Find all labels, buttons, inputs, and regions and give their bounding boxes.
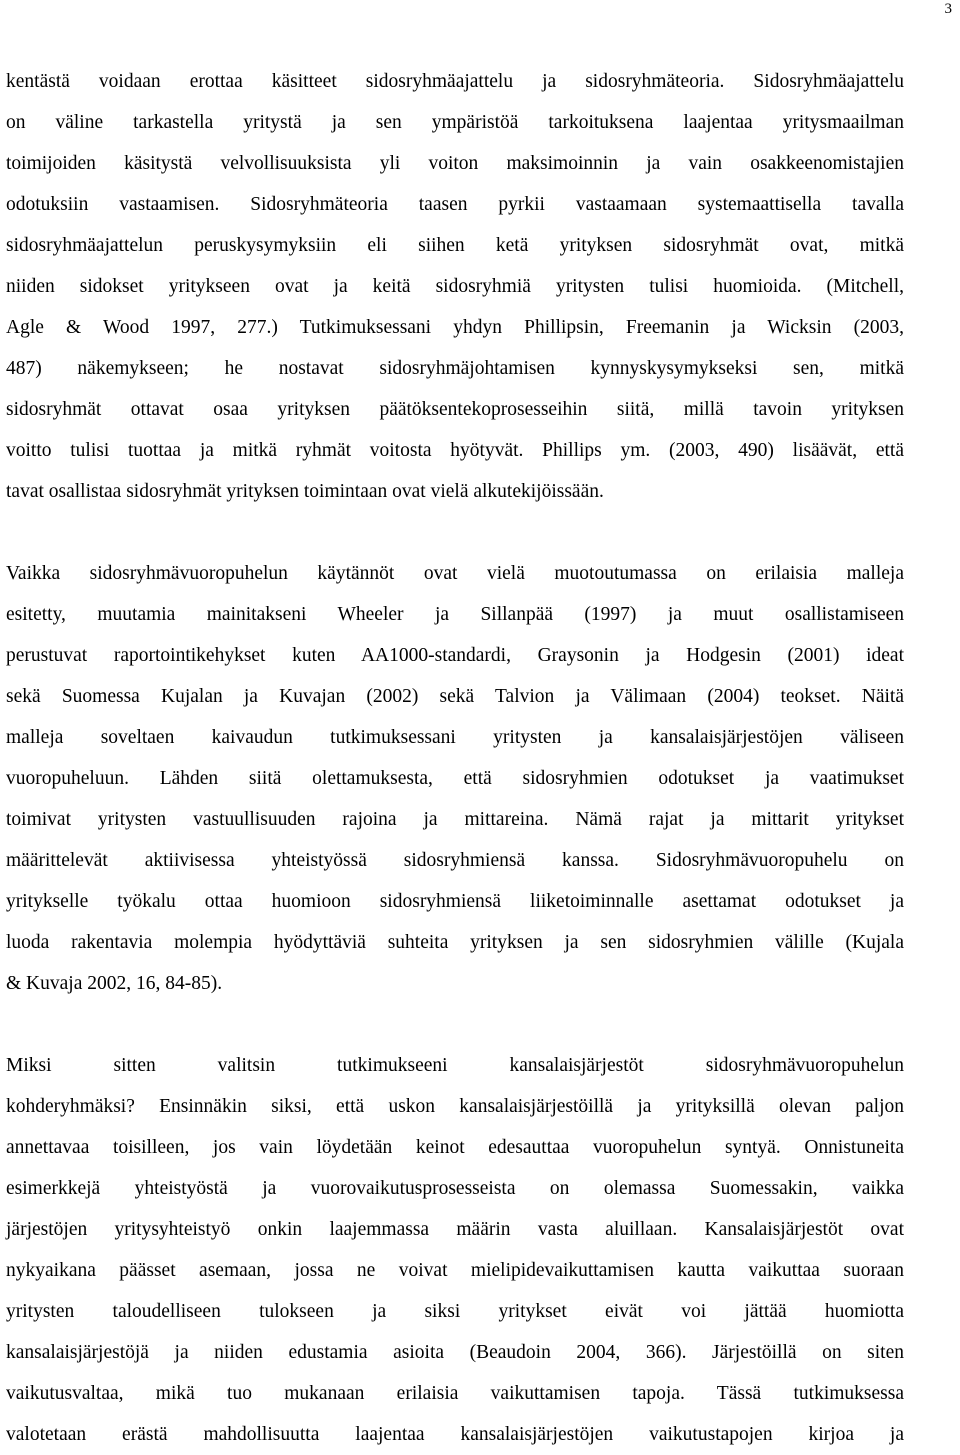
paragraph-1 [6, 61, 904, 512]
text-line: kansalaisjärjestöjä ja niiden edustamia asioita (Beaudoin 2004, 366). Järjestöillä on siten [6, 1342, 904, 1363]
text-line: & Kuvaja 2002, 16, 84-85). [6, 973, 223, 994]
text-line: toimivat yritysten vastuullisuuden rajoina ja mittareina. Nämä rajat ja mittarit yritykset [6, 809, 904, 830]
text-line: sekä Suomessa Kujalan ja Kuvajan (2002) sekä Talvion ja Välimaan (2004) teokset. Näitä [6, 686, 904, 707]
paragraph-3 [6, 1045, 904, 1455]
text-line: kohderyhmäksi? Ensinnäkin siksi, että uskon kansalaisjärjestöillä ja yrityksillä olevan paljon [6, 1096, 904, 1117]
text-line: tavat osallistaa sidosryhmät yrityksen toimintaan ovat vielä alkutekijöissään. [6, 481, 604, 502]
text-line: vaikutusvaltaa, mikä tuo mukanaan erilaisia vaikuttamisen tapoja. Tässä tutkimuksessa [6, 1383, 904, 1404]
text-line: niiden sidokset yritykseen ovat ja keitä sidosryhmiä yritysten tulisi huomioida. (Mitchell, [6, 276, 904, 297]
text-line: voitto tulisi tuottaa ja mitkä ryhmät voitosta hyötyvät. Phillips ym. (2003, 490) lisäävät, että [6, 440, 904, 461]
text-line: sidosryhmät ottavat osaa yrityksen päätöksentekoprosesseihin siitä, millä tavoin yrityksen [6, 399, 904, 420]
text-line: Vaikka sidosryhmävuoropuhelun käytännöt ovat vielä muotoutumassa on erilaisia malleja [6, 563, 904, 584]
text-line: yritykselle työkalu ottaa huomioon sidosryhmiensä liiketoiminnalle asettamat odotukset ja [6, 891, 904, 912]
text-line: perustuvat raportointikehykset kuten AA1000-standardi, Graysonin ja Hodgesin (2001) ideat [6, 645, 904, 666]
text-line: sidosryhmäajattelun peruskysymyksiin eli siihen ketä yrityksen sidosryhmät ovat, mitkä [6, 235, 904, 256]
text-line: vuoropuheluun. Lähden siitä olettamuksesta, että sidosryhmien odotukset ja vaatimukset [6, 768, 904, 789]
paragraph-spacer [6, 512, 904, 553]
text-line: odotuksiin vastaamisen. Sidosryhmäteoria taasen pyrkii vastaamaan systemaattisella tavalla [6, 194, 904, 215]
text-line: malleja soveltaen kaivaudun tutkimuksessani yritysten ja kansalaisjärjestöjen väliseen [6, 727, 904, 748]
text-line: toimijoiden käsitystä velvollisuuksista yli voiton maksimoinnin ja vain osakkeenomistajien [6, 153, 904, 174]
paragraph-spacer [6, 1004, 904, 1045]
text-line: 487) näkemykseen; he nostavat sidosryhmäjohtamisen kynnyskysymykseksi sen, mitkä [6, 358, 904, 379]
text-line: valotetaan erästä mahdollisuutta laajentaa kansalaisjärjestöjen vaikutustapojen kirjoa ja [6, 1424, 904, 1445]
text-line: Agle & Wood 1997, 277.) Tutkimuksessani yhdyn Phillipsin, Freemanin ja Wicksin (2003, [6, 317, 904, 338]
text-line: on väline tarkastella yritystä ja sen ympäristöä tarkoituksena laajentaa yritysmaailman [6, 112, 904, 133]
text-line: kentästä voidaan erottaa käsitteet sidosryhmäajattelu ja sidosryhmäteoria. Sidosryhmäajattelu [6, 71, 904, 92]
document-body [6, 61, 904, 1455]
paragraph-2 [6, 553, 904, 1004]
text-line: määrittelevät aktiivisessa yhteistyössä sidosryhmiensä kanssa. Sidosryhmävuoropuhelu on [6, 850, 904, 871]
text-line: esitetty, muutamia mainitakseni Wheeler ja Sillanpää (1997) ja muut osallistamiseen [6, 604, 904, 625]
text-line: annettavaa toisilleen, jos vain löydetään keinot edesauttaa vuoropuhelun syntyä. Onnistuneita [6, 1137, 904, 1158]
text-line: Miksi sitten valitsin tutkimukseeni kansalaisjärjestöt sidosryhmävuoropuhelun [6, 1055, 904, 1076]
page-number: 3 [944, 1, 952, 17]
text-line: luoda rakentavia molempia hyödyttäviä suhteita yrityksen ja sen sidosryhmien välille (Kujala [6, 932, 904, 953]
text-line: esimerkkejä yhteistyöstä ja vuorovaikutusprosesseista on olemassa Suomessakin, vaikka [6, 1178, 904, 1199]
text-line: yritysten taloudelliseen tulokseen ja siksi yritykset eivät voi jättää huomiotta [6, 1301, 904, 1322]
text-line: järjestöjen yritysyhteistyö onkin laajemmassa määrin vasta aluillaan. Kansalaisjärjestöt ovat [6, 1219, 904, 1240]
text-line: nykyaikana päässet asemaan, jossa ne voivat mielipidevaikuttamisen kautta vaikuttaa suoraan [6, 1260, 904, 1281]
